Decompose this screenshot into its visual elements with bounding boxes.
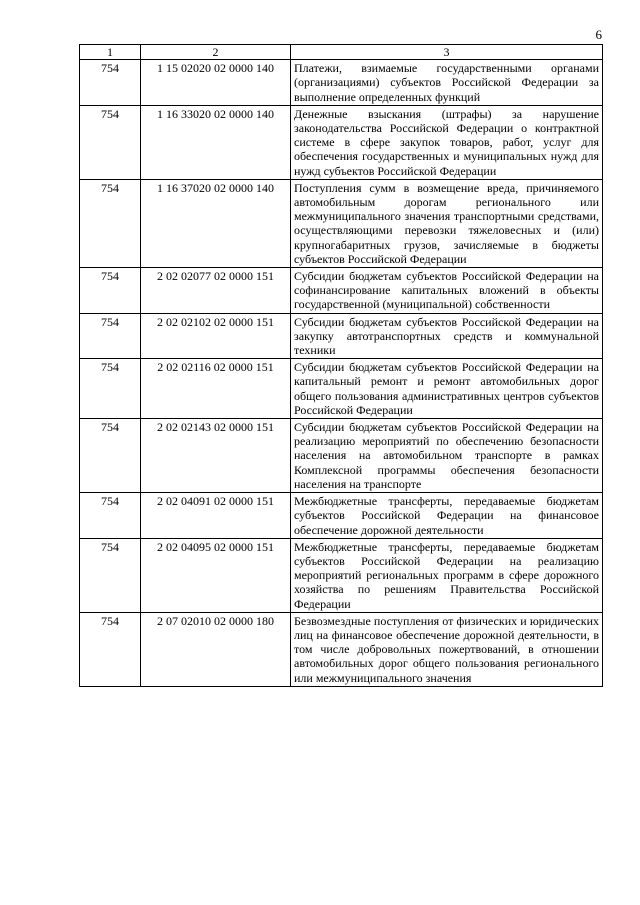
revenue-name: Межбюджетные трансферты, передаваемые бюджетам субъектов Российской Федерации на финансовое обеспечение дорожной деятельности bbox=[291, 493, 603, 539]
table-row bbox=[80, 538, 603, 612]
column-header-2: 2 bbox=[141, 45, 291, 60]
administrator-code: 754 bbox=[80, 419, 141, 493]
revenue-name: Субсидии бюджетам субъектов Российской Федерации на софинансирование капитальных вложений в объекты государственной (муниципальной) собственности bbox=[291, 268, 603, 314]
administrator-code: 754 bbox=[80, 179, 141, 267]
administrator-code: 754 bbox=[80, 268, 141, 314]
budget-classification-code: 2 02 02077 02 0000 151 bbox=[141, 268, 291, 314]
budget-classification-code: 2 02 02102 02 0000 151 bbox=[141, 313, 291, 359]
table-row bbox=[80, 105, 603, 179]
table-header-row bbox=[80, 45, 603, 60]
table-row bbox=[80, 493, 603, 539]
page-number: 6 bbox=[595, 27, 602, 42]
budget-classification-code: 1 16 37020 02 0000 140 bbox=[141, 179, 291, 267]
table-row bbox=[80, 419, 603, 493]
table-row bbox=[80, 612, 603, 686]
column-header-3: 3 bbox=[291, 45, 603, 60]
table-row bbox=[80, 313, 603, 359]
administrator-code: 754 bbox=[80, 612, 141, 686]
administrator-code: 754 bbox=[80, 359, 141, 419]
column-header-1: 1 bbox=[80, 45, 141, 60]
revenue-name: Межбюджетные трансферты, передаваемые бюджетам субъектов Российской Федерации на реализацию мероприятий региональных программ в сфере дорожного хозяйства по решениям Правительства Российской Федерации bbox=[291, 538, 603, 612]
budget-classification-code: 2 07 02010 02 0000 180 bbox=[141, 612, 291, 686]
budget-classification-code: 1 16 33020 02 0000 140 bbox=[141, 105, 291, 179]
revenue-name: Безвозмездные поступления от физических и юридических лиц на финансовое обеспечение дорожной деятельности, в том числе добровольных пожертвований, в отношении автомобильных дорог общего пользования регионального или межмуниципального значения bbox=[291, 612, 603, 686]
revenue-name: Платежи, взимаемые государственными органами (организациями) субъектов Российской Федерации за выполнение определенных функций bbox=[291, 60, 603, 106]
revenue-name: Субсидии бюджетам субъектов Российской Федерации на капитальный ремонт и ремонт автомобильных дорог общего пользования административных центров субъектов Российской Федерации bbox=[291, 359, 603, 419]
budget-classification-code: 1 15 02020 02 0000 140 bbox=[141, 60, 291, 106]
budget-classification-code: 2 02 02143 02 0000 151 bbox=[141, 419, 291, 493]
administrator-code: 754 bbox=[80, 538, 141, 612]
administrator-code: 754 bbox=[80, 493, 141, 539]
table-row bbox=[80, 179, 603, 267]
revenue-name: Поступления сумм в возмещение вреда, причиняемого автомобильным дорогам регионального или межмуниципального значения транспортными средствами, осуществляющими перевозки тяжеловесных и (или) крупногабаритных грузов, зачисляемые в бюджеты субъектов Российской Федерации bbox=[291, 179, 603, 267]
revenue-name: Денежные взыскания (штрафы) за нарушение законодательства Российской Федерации о контрактной системе в сфере закупок товаров, работ, услуг для обеспечения государственных и муниципальных нужд для нужд субъектов Российской Федерации bbox=[291, 105, 603, 179]
budget-classification-table bbox=[79, 44, 603, 687]
administrator-code: 754 bbox=[80, 313, 141, 359]
administrator-code: 754 bbox=[80, 105, 141, 179]
budget-classification-code: 2 02 04091 02 0000 151 bbox=[141, 493, 291, 539]
revenue-name: Субсидии бюджетам субъектов Российской Федерации на закупку автотранспортных средств и коммунальной техники bbox=[291, 313, 603, 359]
revenue-name: Субсидии бюджетам субъектов Российской Федерации на реализацию мероприятий по обеспечению безопасности населения на автомобильном транспорте в рамках Комплексной программы обеспечения безопасности населения на транспорте bbox=[291, 419, 603, 493]
budget-classification-code: 2 02 02116 02 0000 151 bbox=[141, 359, 291, 419]
table-row bbox=[80, 359, 603, 419]
table-row bbox=[80, 60, 603, 106]
administrator-code: 754 bbox=[80, 60, 141, 106]
budget-classification-code: 2 02 04095 02 0000 151 bbox=[141, 538, 291, 612]
table-row bbox=[80, 268, 603, 314]
